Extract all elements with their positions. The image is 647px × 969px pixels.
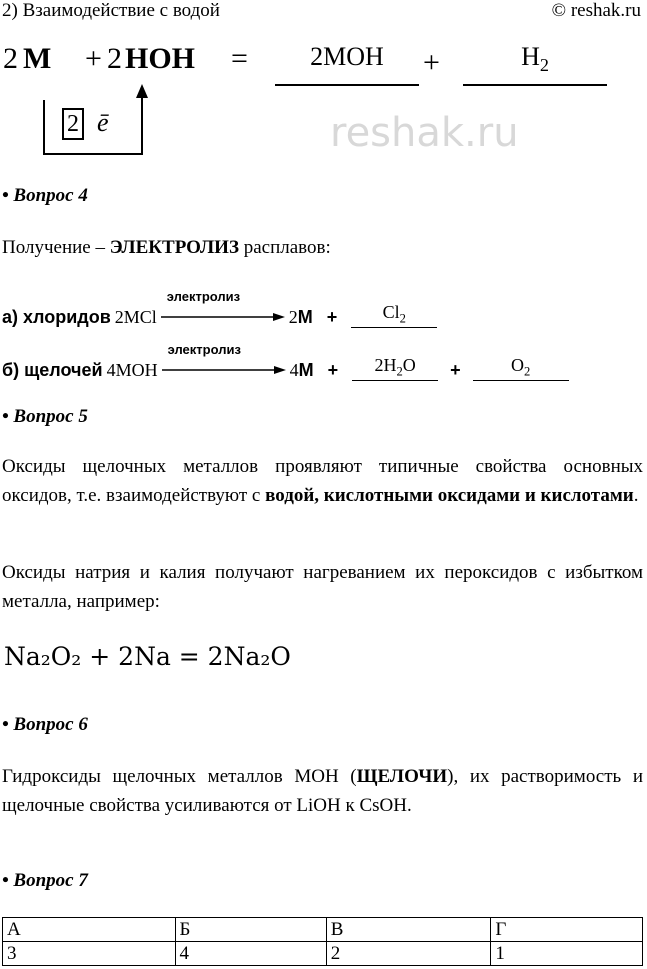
plus: + [326, 307, 338, 327]
equals: = [231, 42, 248, 75]
site-credit: © reshak.ru [551, 0, 641, 21]
q5-paragraph-2: Оксиды натрия и калия получают нагреванием их пероксидов с избытком металла, например: [2, 562, 643, 612]
plus: + [327, 360, 339, 380]
answer-table [2, 917, 643, 966]
question-4-title: • Вопрос 4 [2, 185, 88, 206]
q6-paragraph: Гидроксиды щелочных металлов MOH (ЩЕЛОЧИ), их растворимость и щелочные свойства усиливаются от LiOH к CsOH. [2, 766, 643, 816]
question-5-title: • Вопрос 5 [2, 406, 88, 427]
watermark: reshak.ru [330, 110, 519, 156]
coef: 2 [3, 42, 18, 75]
table-header-row [3, 918, 643, 942]
answer-blank: $O_2$ [473, 355, 569, 381]
electron-count-box: 2 [62, 108, 84, 140]
electron-transfer-arrow [41, 82, 151, 157]
reaction-b [2, 341, 642, 381]
question-7-title: • Вопрос 7 [2, 870, 88, 891]
q4-intro: Получение – ЭЛЕКТРОЛИЗ расплавов: [2, 237, 331, 258]
answer-blank: $2H_2O$ [352, 355, 438, 381]
reactant: HOH [125, 42, 196, 75]
reaction-arrow [161, 290, 285, 328]
question-6-title: • Вопрос 6 [2, 714, 88, 735]
arrow-label: электролиз [166, 289, 241, 304]
arrow-icon [162, 365, 286, 375]
plus: + [450, 360, 461, 380]
table-cell: 3 [3, 942, 176, 966]
table-cell: 4 [175, 942, 326, 966]
coef: 2 [288, 307, 298, 327]
q5-paragraph-1: Оксиды щелочных металлов проявляют типичные свойства основных оксидов, т.е. взаимодействуют с водой, кислотными оксидами и кислотами. [2, 456, 643, 506]
arrow-label: электролиз [167, 342, 241, 357]
reaction-label: б) щелочей [2, 360, 103, 380]
plus: + [85, 42, 102, 75]
coef: 2 [107, 42, 122, 75]
table-cell: Г [491, 918, 643, 942]
answer: 4MOH [106, 360, 158, 380]
plus: + [423, 46, 440, 79]
reaction-a [2, 288, 642, 328]
reaction-label: а) хлоридов [2, 307, 111, 327]
answer: 2MCl [114, 307, 157, 327]
table-cell: Б [175, 918, 326, 942]
table-cell: В [326, 918, 491, 942]
answer-blank: $H_2$ [463, 42, 607, 86]
electron-symbol: ē [97, 108, 109, 137]
answer-blank: $Cl_2$ [351, 302, 437, 328]
reactant: M [23, 42, 52, 75]
peroxide-formula: Na₂O₂ + 2Na = 2Na₂O [4, 642, 291, 671]
table-cell: А [3, 918, 176, 942]
product: M [297, 307, 313, 327]
table-cell: 2 [326, 942, 491, 966]
coef: 4 [289, 360, 299, 380]
answer-blank: 2MOH [275, 42, 419, 86]
arrow-icon [161, 312, 285, 322]
table-cell: 1 [491, 942, 643, 966]
reaction-arrow [162, 343, 286, 381]
table-row [3, 942, 643, 966]
product: M [298, 360, 314, 380]
water-equation [3, 42, 643, 162]
section-title: 2) Взаимодействие с водой [2, 0, 220, 21]
